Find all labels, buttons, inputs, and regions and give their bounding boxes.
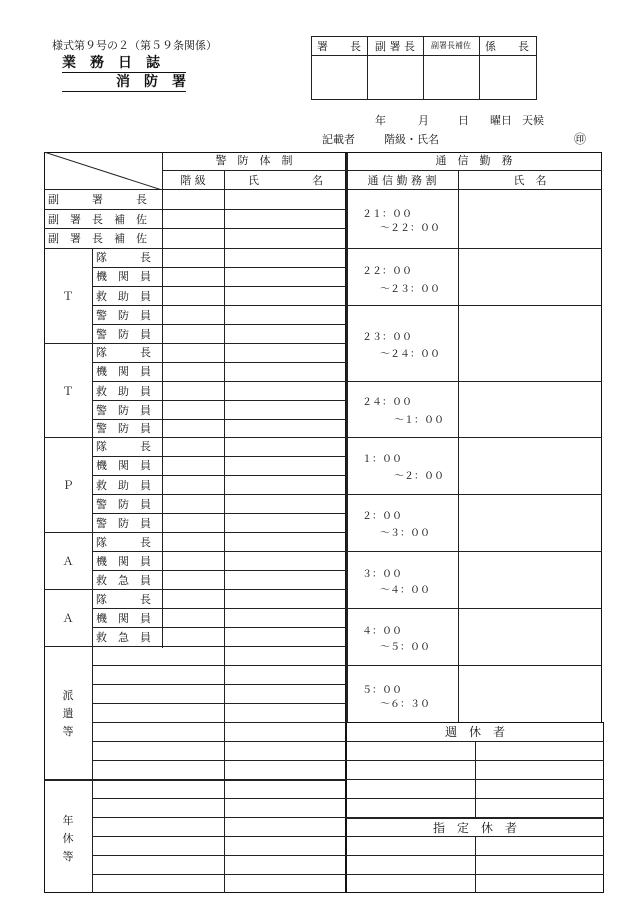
shift-start: ３：００ — [362, 569, 402, 580]
role-cell: 機 関 員 — [96, 459, 151, 472]
role-cell: 機 関 員 — [96, 612, 151, 625]
rank-name-label: 階級・氏名 — [384, 133, 439, 146]
shift-end: ～４：００ — [380, 585, 430, 596]
comm-section-header: 通 信 勤 務 — [435, 154, 513, 167]
group-label: Ａ — [62, 612, 74, 625]
date-day: 日 — [458, 114, 469, 127]
role-cell: 警 防 員 — [96, 309, 151, 322]
row-deputy-assistant-2: 副 署 長 補 佐 — [48, 232, 147, 245]
role-cell: 救 急 員 — [96, 631, 151, 644]
role-cell: 救 助 員 — [96, 479, 151, 492]
approval-deputy: 副 署 長 — [375, 40, 415, 53]
shift-start: ２２：００ — [362, 266, 412, 277]
shift-end: ～２２：００ — [380, 223, 440, 234]
department-name: 消 防 署 — [62, 75, 186, 92]
role-cell: 隊 長 — [96, 536, 151, 549]
shift-end: ～１：００ — [394, 415, 444, 426]
date-weather: 天候 — [522, 114, 544, 127]
col-shift-header: 通 信 勤 務 割 — [367, 174, 437, 187]
role-cell: 救 助 員 — [96, 290, 151, 303]
recorder-label: 記載者 — [322, 133, 355, 146]
date-month: 月 — [418, 114, 429, 127]
designated-off-header: 指 定 休 者 — [432, 821, 517, 835]
group-label: Ｐ — [62, 479, 74, 492]
approval-deputy-assistant: 副署長補佐 — [431, 41, 471, 50]
leave-label: 等 — [62, 850, 74, 863]
col-rank-header: 階 級 — [180, 174, 206, 187]
police-section-header: 警 防 体 制 — [215, 154, 293, 167]
shift-start: ２：００ — [362, 511, 402, 522]
shift-end: ～２４：００ — [380, 349, 440, 360]
group-label: Ｔ — [62, 290, 74, 303]
role-cell: 警 防 員 — [96, 328, 151, 341]
role-cell: 隊 長 — [96, 251, 151, 264]
shift-start: ４：００ — [362, 626, 402, 637]
shift-start: １：００ — [362, 454, 402, 465]
col-comm-name-header: 氏 名 — [513, 174, 547, 187]
seal-mark: ㊞ — [574, 132, 587, 146]
shift-start: ２１：００ — [362, 209, 412, 220]
date-year: 年 — [375, 114, 386, 127]
col-name-header-a: 氏 — [248, 174, 259, 187]
approval-section-chief: 係 長 — [485, 40, 529, 53]
role-cell: 救 急 員 — [96, 574, 151, 587]
leave-label: 休 — [62, 832, 74, 845]
shift-end: ～３：００ — [380, 528, 430, 539]
duty-table — [44, 152, 346, 893]
diagonal-header-cell — [44, 152, 162, 190]
dispatch-label: 派 — [62, 689, 74, 702]
dispatch-label: 等 — [62, 725, 74, 738]
leave-label: 年 — [62, 814, 74, 827]
dispatch-label: 遣 — [62, 707, 74, 720]
shift-start: ５：００ — [362, 685, 402, 696]
shift-end: ～２３：００ — [380, 284, 440, 295]
group-label: Ａ — [62, 555, 74, 568]
shift-end: ～５：００ — [380, 642, 430, 653]
group-label: Ｔ — [62, 385, 74, 398]
shift-end: ～２：００ — [394, 471, 444, 482]
row-deputy-assistant-1: 副 署 長 補 佐 — [48, 213, 147, 226]
role-cell: 警 防 員 — [96, 404, 151, 417]
role-cell: 機 関 員 — [96, 365, 151, 378]
role-cell: 救 助 員 — [96, 385, 151, 398]
role-cell: 警 防 員 — [96, 517, 151, 530]
date-weekday: 曜日 — [490, 114, 512, 127]
page-title: 業 務 日 誌 — [62, 56, 186, 73]
shift-start: ２３：００ — [362, 332, 412, 343]
approval-chief: 署 長 — [317, 40, 361, 53]
role-cell: 機 関 員 — [96, 555, 151, 568]
role-cell: 隊 長 — [96, 593, 151, 606]
shift-end: ～６：３０ — [380, 699, 430, 710]
role-cell: 機 関 員 — [96, 270, 151, 283]
weekly-off-header: 週 休 者 — [444, 725, 505, 739]
role-cell: 警 防 員 — [96, 422, 151, 435]
form-number: 様式第９号の２（第５９条関係） — [52, 39, 217, 52]
shift-start: ２４：００ — [362, 397, 412, 408]
col-name-header-b: 名 — [312, 174, 323, 187]
role-cell: 警 防 員 — [96, 498, 151, 511]
role-cell: 隊 長 — [96, 440, 151, 453]
role-cell: 隊 長 — [96, 346, 151, 359]
row-deputy-chief: 副 署 長 — [48, 193, 147, 206]
